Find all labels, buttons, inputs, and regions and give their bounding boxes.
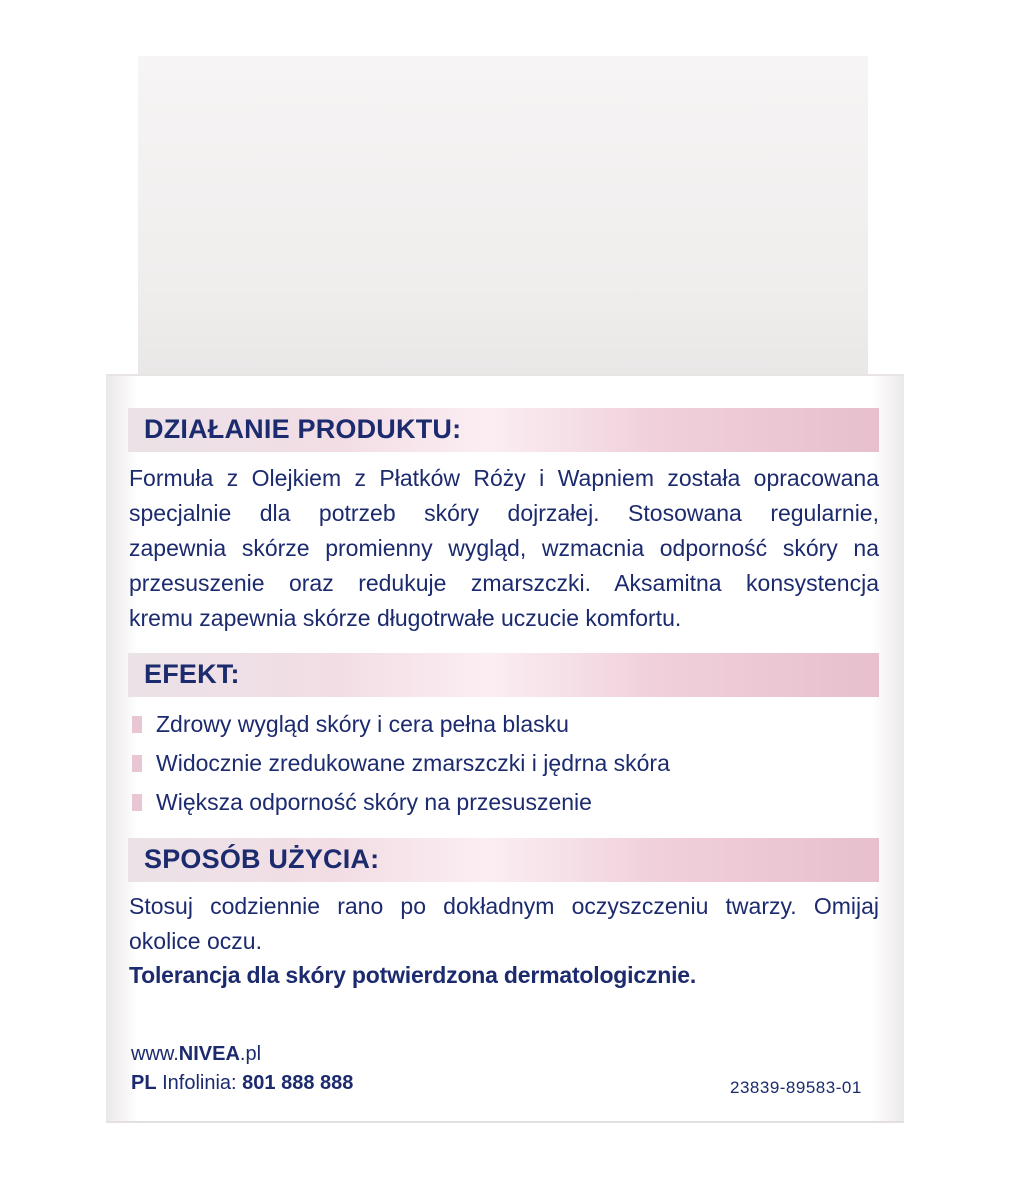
- action-line-1: Formuła z Olejkiem z Płatków Róży i Wapniem została opracowana: [129, 465, 879, 491]
- bullet-square-icon: [132, 716, 142, 733]
- website-prefix: www.: [131, 1043, 179, 1065]
- action-line-4: przesuszenie oraz redukuje zmarszczki. Aksamitna konsystencja: [129, 570, 879, 596]
- effect-list: [132, 705, 872, 822]
- usage-line-2: okolice oczu.: [129, 928, 262, 954]
- website: [131, 1040, 261, 1068]
- heading-usage: SPOSÓB UŻYCIA:: [144, 844, 380, 874]
- effect-item: [132, 705, 872, 744]
- bullet-square-icon: [132, 794, 142, 811]
- hotline: [131, 1069, 353, 1097]
- effect-item-text: Większa odporność skóry na przesuszenie: [156, 789, 592, 815]
- hotline-label: Infolinia:: [156, 1072, 243, 1094]
- heading-band-effect: [128, 653, 879, 697]
- action-line-5: kremu zapewnia skórze długotrwałe uczucie komfortu.: [129, 605, 682, 631]
- website-suffix: .pl: [239, 1043, 262, 1065]
- jar-lid: [138, 56, 868, 386]
- action-line-2: specjalnie dla potrzeb skóry dojrzałej. Stosowana regularnie,: [129, 500, 879, 526]
- hotline-country: PL: [131, 1072, 157, 1094]
- heading-band-usage: [128, 838, 879, 882]
- dermatology-note: Tolerancja dla skóry potwierdzona dermatologicznie.: [129, 962, 697, 988]
- usage-line-1: Stosuj codziennie rano po dokładnym oczyszczeniu twarzy. Omijaj: [129, 893, 879, 919]
- effect-item: [132, 744, 872, 783]
- product-code: 23839-89583-01: [730, 1078, 862, 1097]
- heading-effect: EFEKT:: [144, 659, 240, 689]
- bullet-square-icon: [132, 755, 142, 772]
- heading-band-action: [128, 408, 879, 452]
- effect-item-text: Zdrowy wygląd skóry i cera pełna blasku: [156, 711, 569, 737]
- heading-action: DZIAŁANIE PRODUKTU:: [144, 414, 462, 444]
- website-brand: NIVEA: [178, 1043, 240, 1065]
- action-line-3: zapewnia skórze promienny wygląd, wzmacnia odporność skóry na: [129, 535, 879, 561]
- effect-item-text: Widocznie zredukowane zmarszczki i jędrna skóra: [156, 750, 670, 776]
- hotline-number: 801 888 888: [242, 1072, 354, 1094]
- effect-item: [132, 783, 872, 822]
